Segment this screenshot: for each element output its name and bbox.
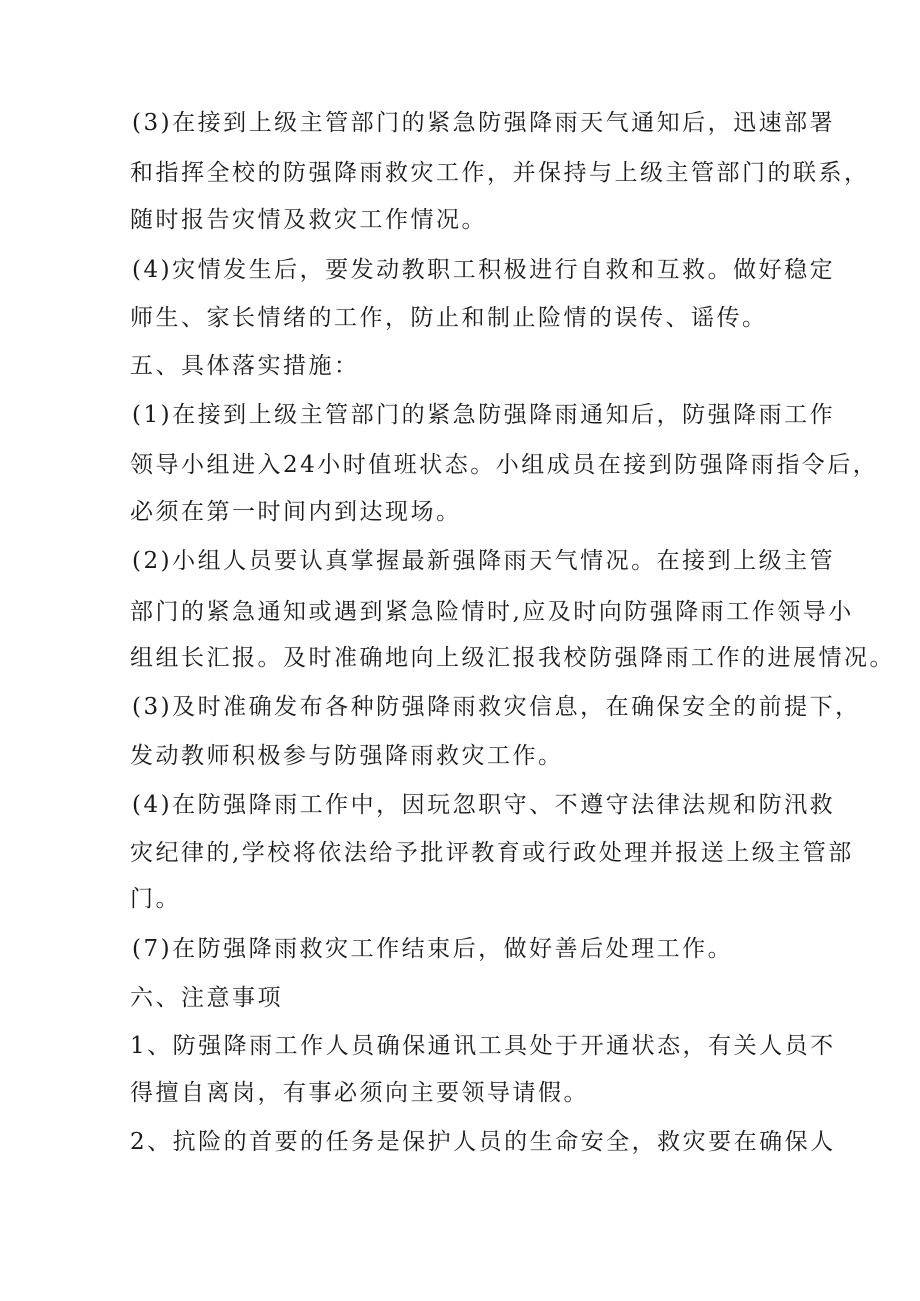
- text-line: (4)灾情发生后，要发动教职工积极进行自救和互救。做好稳定: [132, 257, 836, 283]
- text-line: (3)在接到上级主管部门的紧急防强降雨天气通知后，迅速部署: [132, 110, 836, 136]
- text-line: 1、防强降雨工作人员确保通讯工具处于开通状态，有关人员不: [130, 1033, 836, 1059]
- text-line: (4)在防强降雨工作中，因玩忽职守、不遵守法律法规和防汛救: [132, 792, 836, 818]
- text-line: 部门的紧急通知或遇到紧急险情时,应及时向防强降雨工作领导小: [130, 599, 854, 625]
- paragraph-s5-item-7: (7)在防强降雨救灾工作结束后，做好善后处理工作。: [132, 936, 734, 962]
- paragraph-s6-note-2: 2、抗险的首要的任务是保护人员的生命安全，救灾要在确保人: [130, 1129, 836, 1155]
- text-line: (1)在接到上级主管部门的紧急防强降雨通知后，防强降雨工作: [132, 402, 836, 428]
- text-line: 领导小组进入24小时值班状态。小组成员在接到防强降雨指令后，: [130, 452, 879, 478]
- text-line: 必须在第一时间内到达现场。: [130, 499, 462, 525]
- text-line: (2)小组人员要认真掌握最新强降雨天气情况。在接到上级主管: [132, 548, 836, 574]
- text-line: (3)及时准确发布各种防强降雨救灾信息，在确保安全的前提下，: [132, 694, 861, 720]
- text-line: 和指挥全校的防强降雨救灾工作，并保持与上级主管部门的联系，: [130, 160, 870, 186]
- text-line: 师生、家长情绪的工作，防止和制止险情的误传、谣传。: [130, 305, 768, 331]
- text-line: 组组长汇报。及时准确地向上级汇报我校防强降雨工作的进展情况。: [130, 645, 895, 671]
- section-heading: 五、具体落实措施：: [130, 353, 360, 379]
- text-line: 得擅自离岗，有事必须向主要领导请假。: [130, 1080, 589, 1106]
- section-heading: 六、注意事项: [130, 985, 283, 1011]
- text-line: 随时报告灾情及救灾工作情况。: [130, 207, 487, 233]
- text-line: 发动教师积极参与防强降雨救灾工作。: [130, 743, 564, 769]
- text-line: 门。: [130, 886, 181, 912]
- text-line: 灾纪律的,学校将依法给予批评教育或行政处理并报送上级主管部: [130, 840, 854, 866]
